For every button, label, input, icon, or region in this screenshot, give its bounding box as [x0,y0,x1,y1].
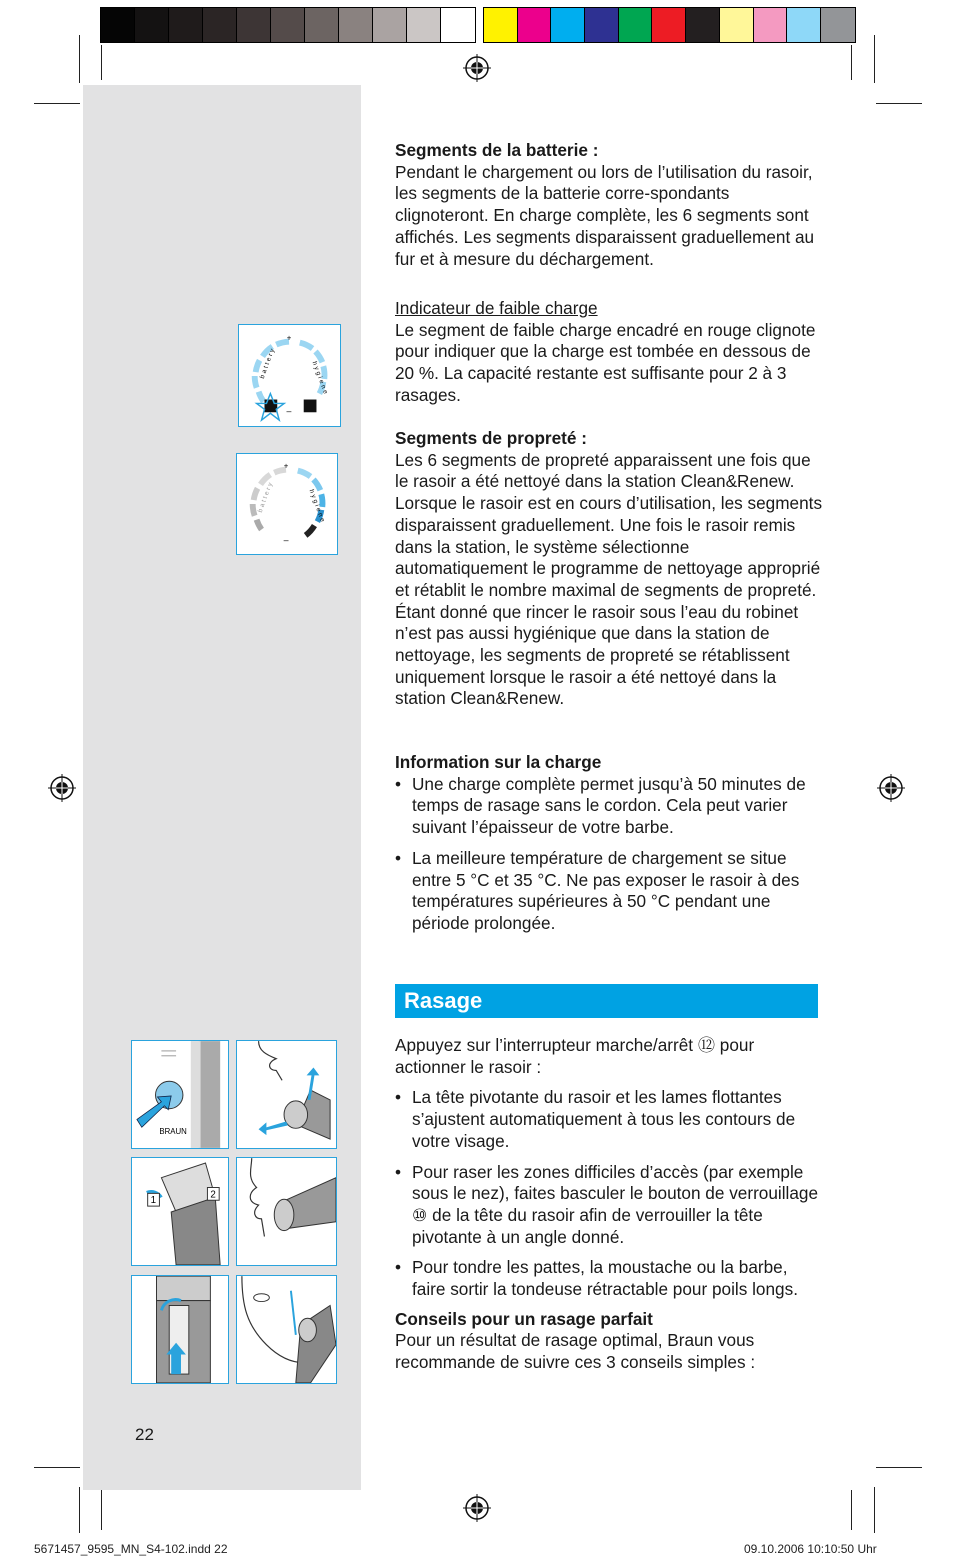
color-swatch [720,8,754,42]
shaving-neck-figure [236,1040,337,1149]
color-swatch [305,8,339,42]
color-swatch [787,8,821,42]
list-item: • La meilleure température de chargement se situe entre 5 °C et 35 °C. Ne pas exposer le rasoir à des températures supérieures à 50 °C pendant une période prolongée. [395,847,800,933]
svg-text:hygiene: hygiene [310,360,330,397]
tips-heading: Conseils pour un rasage parfait [395,1308,653,1329]
shaver-switch-figure [131,1040,229,1149]
rasage-section-title: Rasage [395,984,818,1018]
cleanliness-section [395,428,825,710]
registration-mark-icon [47,773,77,803]
shaving-under-nose-figure [236,1157,337,1266]
color-swatch [169,8,203,42]
page-number: 22 [135,1425,154,1444]
low-charge-text: Le segment de faible charge encadré en rouge clignote pour indiquer que la charge est tombée en dessous de 20 %. La capacité restante est suffisante pour 2 à 3 rasages. [395,319,816,405]
color-swatch [373,8,407,42]
color-swatch [518,8,552,42]
process-color-bar [483,7,856,43]
tips-text: Pour un résultat de rasage optimal, Braun vous recommande de suivre ces 3 conseils simples : [395,1330,756,1373]
color-swatch [619,8,653,42]
low-charge-heading: Indicateur de faible charge [395,298,598,318]
svg-text:1: 1 [150,1195,157,1207]
color-swatch [203,8,237,42]
battery-text: Pendant le chargement ou lors de l’utilisation du rasoir, les segments de la batterie corre-spondants clignoteront. En charge complète, les 6 segments sont affichés. Les segments disparaissent graduellement au fur et à mesure du déchargement. [395,161,815,269]
color-swatch [551,8,585,42]
registration-mark-icon [876,773,906,803]
hygiene-indicator-figure [236,453,338,555]
svg-text:battery: battery [256,479,275,514]
color-swatch [585,8,619,42]
color-swatch [339,8,373,42]
trimmer-figure [131,1275,229,1384]
color-swatch [652,8,686,42]
footer-datetime: 09.10.2006 10:10:50 Uhr [744,1542,877,1556]
svg-text:BRAUN: BRAUN [159,1127,187,1137]
color-swatch [821,8,855,42]
color-swatch [407,8,441,42]
registration-mark-icon [462,1493,492,1523]
rasage-section [395,1035,825,1374]
svg-text:hygiene: hygiene [307,488,327,525]
color-swatch [271,8,305,42]
charge-info-section [395,752,825,935]
color-swatch [754,8,788,42]
battery-segments-section [395,140,825,270]
color-swatch [484,8,518,42]
rasage-intro: Appuyez sur l’interrupteur marche/arrêt ⑫ pour actionner le rasoir : [395,1035,755,1077]
svg-text:–: – [283,535,289,546]
battery-indicator-figure [238,324,341,427]
lock-head-figure [131,1157,229,1266]
footer-filename: 5671457_9595_MN_S4-102.indd 22 [34,1542,228,1556]
trimming-sideburns-figure [236,1275,337,1384]
svg-text:+: + [283,461,289,471]
svg-text:–: – [286,406,292,417]
color-swatch [237,8,271,42]
battery-heading: Segments de la batterie : [395,140,599,160]
grayscale-color-bar [100,7,476,43]
svg-text:2: 2 [210,1189,216,1201]
svg-text:battery: battery [258,346,277,380]
color-swatch [686,8,720,42]
color-swatch [135,8,169,42]
list-item: • Pour tondre les pattes, la moustache ou la barbe, faire sortir la tondeuse rétractable pour poils longs. [395,1257,798,1300]
list-item: • Une charge complète permet jusqu’à 50 minutes de temps de rasage sans le cordon. Cela peut varier suivant l’épaisseur de votre barbe. [395,773,806,838]
list-item: • Pour raser les zones difficiles d’accès (par exemple sous le nez), faites basculer le bouton de verrouillage ⑩ de la tête du rasoir afin de verrouiller la tête pivotante à un angle donné. [395,1161,819,1247]
cleanliness-text: Les 6 segments de propreté apparaissent une fois que le rasoir a été nettoyé dans la station Clean&Renew. Lorsque le rasoir est en cours d’utilisation, les segments disparaissent graduellement. Une fois le rasoir remis dans la station, le système sélectionne automatiquement le programme de nettoyage approprié et rétablit le nombre maximal de segments de propreté. Étant donné que rincer le rasoir sous l’eau du robinet n’est pas aussi hygiénique que dans la station de nettoyage, les segments de propreté se rétablissent uniquement lorsque le rasoir a été nettoyé dans la station Clean&Renew. [395,449,823,709]
list-item: • La tête pivotante du rasoir et les lames flottantes s’ajustent automatiquement à tous les contours de votre visage. [395,1087,796,1151]
low-charge-section [395,298,825,407]
cleanliness-heading: Segments de propreté : [395,428,587,448]
color-swatch [441,8,475,42]
charge-heading: Information sur la charge [395,752,602,772]
color-swatch [101,8,135,42]
svg-text:+: + [286,333,292,343]
registration-mark-icon [462,53,492,83]
